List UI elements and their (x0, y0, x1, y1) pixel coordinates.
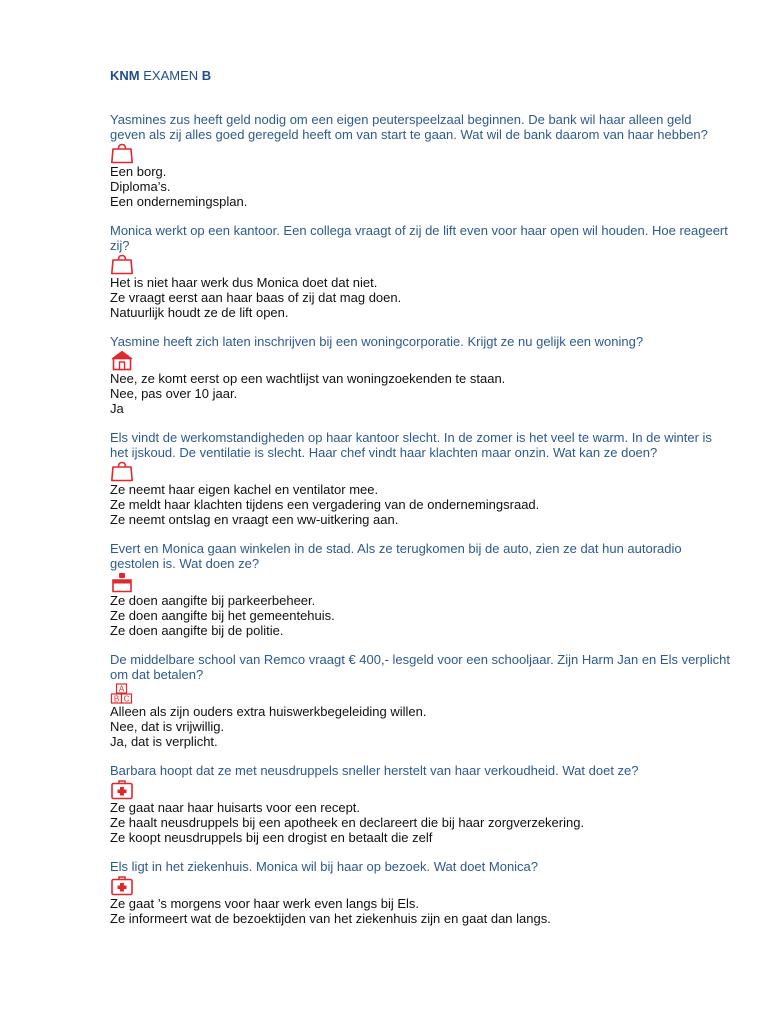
question-text: Barbara hoopt dat ze met neusdruppels sneller herstelt van haar verkoudheid. Wat doet ze? (110, 763, 639, 778)
medical-kit-icon (110, 875, 134, 896)
answer-option: Een ondernemingsplan. (110, 194, 248, 209)
question-text: Yasmine heeft zich laten inschrijven bij een woningcorporatie. Krijgt ze nu gelijk een woning? (110, 334, 644, 349)
answer-option: Ze neemt ontslag en vraagt een ww-uitkering aan. (110, 512, 399, 527)
answer-list (110, 371, 730, 416)
answer-option: Ze neemt haar eigen kachel en ventilator mee. (110, 482, 379, 497)
answer-option: Een borg. (110, 164, 167, 179)
title-examen: EXAMEN (143, 68, 199, 83)
answer-option: Nee, dat is vrijwillig. (110, 719, 225, 734)
answer-option: Ze informeert wat de bezoektijden van het ziekenhuis zijn en gaat dan langs. (110, 911, 551, 926)
answer-option: Natuurlijk houdt ze de lift open. (110, 305, 289, 320)
question-text: De middelbare school van Remco vraagt € 400,- lesgeld voor een schooljaar. Zijn Harm Jan en Els verplicht om dat betalen? (110, 652, 730, 682)
document-page (110, 68, 730, 940)
answer-option: Alleen als zijn ouders extra huiswerkbegeleiding willen. (110, 704, 427, 719)
question-block-1 (110, 112, 730, 209)
bag-icon (110, 143, 134, 164)
answer-option: Ze koopt neusdruppels bij een drogist en betaalt die zelf (110, 830, 433, 845)
answer-option: Nee, pas over 10 jaar. (110, 386, 238, 401)
answer-option: Ze doen aangifte bij het gemeentehuis. (110, 608, 335, 623)
answer-list (110, 164, 730, 209)
answer-option: Ze doen aangifte bij parkeerbeheer. (110, 593, 316, 608)
question-text: Els ligt in het ziekenhuis. Monica wil bij haar op bezoek. Wat doet Monica? (110, 859, 539, 874)
answer-list (110, 482, 730, 527)
svg-text:B: B (113, 694, 120, 704)
answer-list (110, 800, 730, 845)
police-icon (110, 572, 134, 593)
answer-option: Ze doen aangifte bij de politie. (110, 623, 284, 638)
answer-list (110, 593, 730, 638)
answer-option: Ze haalt neusdruppels bij een apotheek en declareert die bij haar zorgverzekering. (110, 815, 585, 830)
question-text: Evert en Monica gaan winkelen in de stad. Als ze terugkomen bij de auto, zien ze dat hun autoradio gestolen is. Wat doen ze? (110, 541, 682, 571)
answer-option: Ja, dat is verplicht. (110, 734, 218, 749)
answer-option: Ze meldt haar klachten tijdens een vergadering van de ondernemingsraad. (110, 497, 540, 512)
page-title (110, 68, 730, 84)
answer-list (110, 896, 730, 926)
house-icon (110, 350, 134, 371)
medical-kit-icon (110, 779, 134, 800)
question-block-6 (110, 652, 730, 749)
question-block-3 (110, 334, 730, 416)
answer-option: Ze vraagt eerst aan haar baas of zij dat mag doen. (110, 290, 402, 305)
answer-option: Diploma’s. (110, 179, 171, 194)
question-block-4 (110, 430, 730, 527)
bag-icon (110, 461, 134, 482)
abc-blocks-icon (110, 683, 134, 704)
answer-list (110, 704, 730, 749)
question-block-2 (110, 223, 730, 320)
answer-option: Ze gaat naar haar huisarts voor een recept. (110, 800, 361, 815)
svg-text:C: C (123, 694, 130, 704)
answer-option: Ze gaat ’s morgens voor haar werk even langs bij Els. (110, 896, 420, 911)
svg-text:A: A (118, 684, 125, 694)
question-block-7 (110, 763, 730, 845)
bag-icon (110, 254, 134, 275)
answer-option: Nee, ze komt eerst op een wachtlijst van woningzoekenden te staan. (110, 371, 506, 386)
answer-option: Ja (110, 401, 124, 416)
answer-option: Het is niet haar werk dus Monica doet dat niet. (110, 275, 378, 290)
question-text: Yasmines zus heeft geld nodig om een eigen peuterspeelzaal beginnen. De bank wil haar alleen geld geven als zij alles goed geregeld heeft om van start te gaan. Wat wil de bank daarom van haar hebben? (110, 112, 708, 142)
question-text: Monica werkt op een kantoor. Een collega vraagt of zij de lift even voor haar open wil houden. Hoe reageert zij? (110, 223, 728, 253)
answer-list (110, 275, 730, 320)
question-block-8 (110, 859, 730, 926)
title-knm: KNM (110, 68, 140, 83)
question-block-5 (110, 541, 730, 638)
title-b: B (201, 68, 212, 83)
question-text: Els vindt de werkomstandigheden op haar kantoor slecht. In de zomer is het veel te warm. In de winter is het ijskoud. De ventilatie is slecht. Haar chef vindt haar klachten maar onzin. Wat kan ze doen? (110, 430, 712, 460)
